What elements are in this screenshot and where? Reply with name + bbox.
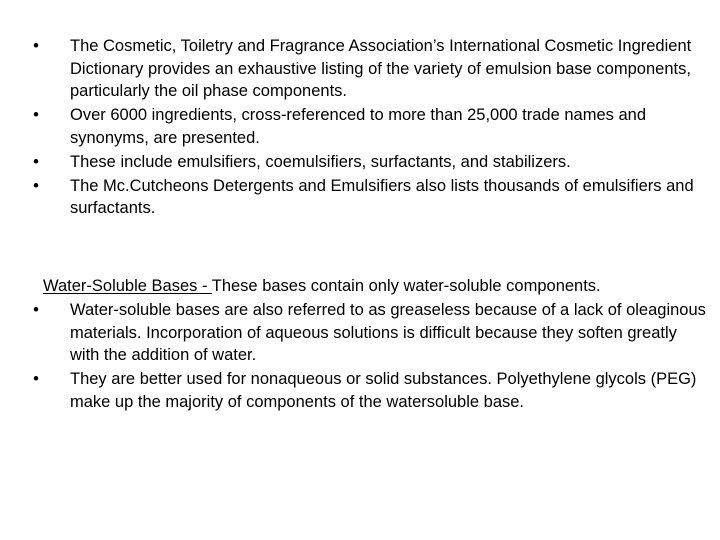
list-item-text: The Mc.Cutcheons Detergents and Emulsifiers also lists thousands of emulsifiers and surfactants. [70, 176, 694, 217]
list-item-text: The Cosmetic, Toiletry and Fragrance Association’s International Cosmetic Ingredient Dictionary provides an exhaustive listing of the variety of emulsion base components, particularly the oil phase components. [70, 37, 692, 100]
bullet-icon: • [33, 37, 39, 55]
ingredient-dictionary-section [28, 35, 708, 221]
list-item-text: Water-soluble bases are also referred to as greaseless because of a lack of oleaginous materials. Incorporation of aqueous solutions is difficult because they soften greatly with the addition of water. [70, 301, 706, 364]
ingredient-bullet-list [28, 35, 708, 220]
list-item [28, 151, 708, 174]
bullet-icon: • [33, 301, 39, 319]
list-item [28, 368, 708, 413]
bullet-icon: • [33, 152, 39, 171]
bullet-icon: • [33, 106, 39, 124]
list-item-text: They are better used for nonaqueous or solid substances. Polyethylene glycols (PEG) make up the majority of components of the watersoluble base. [70, 370, 697, 411]
list-item [28, 104, 708, 149]
water-soluble-bases-section [28, 275, 708, 415]
list-item-text: These include emulsifiers, coemulsifiers, surfactants, and stabilizers. [70, 152, 571, 171]
bullet-icon: • [33, 176, 39, 195]
list-item-text: Over 6000 ingredients, cross-referenced to more than 25,000 trade names and synonyms, are presented. [70, 106, 647, 147]
heading-description: These bases contain only water-soluble components. [211, 277, 601, 295]
water-soluble-bases-heading: Water-Soluble Bases - [43, 277, 212, 295]
list-item [28, 35, 708, 103]
bullet-icon: • [33, 370, 39, 388]
list-item [28, 175, 708, 220]
section-heading [43, 275, 708, 298]
water-soluble-bullet-list [28, 299, 708, 413]
list-item [28, 299, 708, 367]
